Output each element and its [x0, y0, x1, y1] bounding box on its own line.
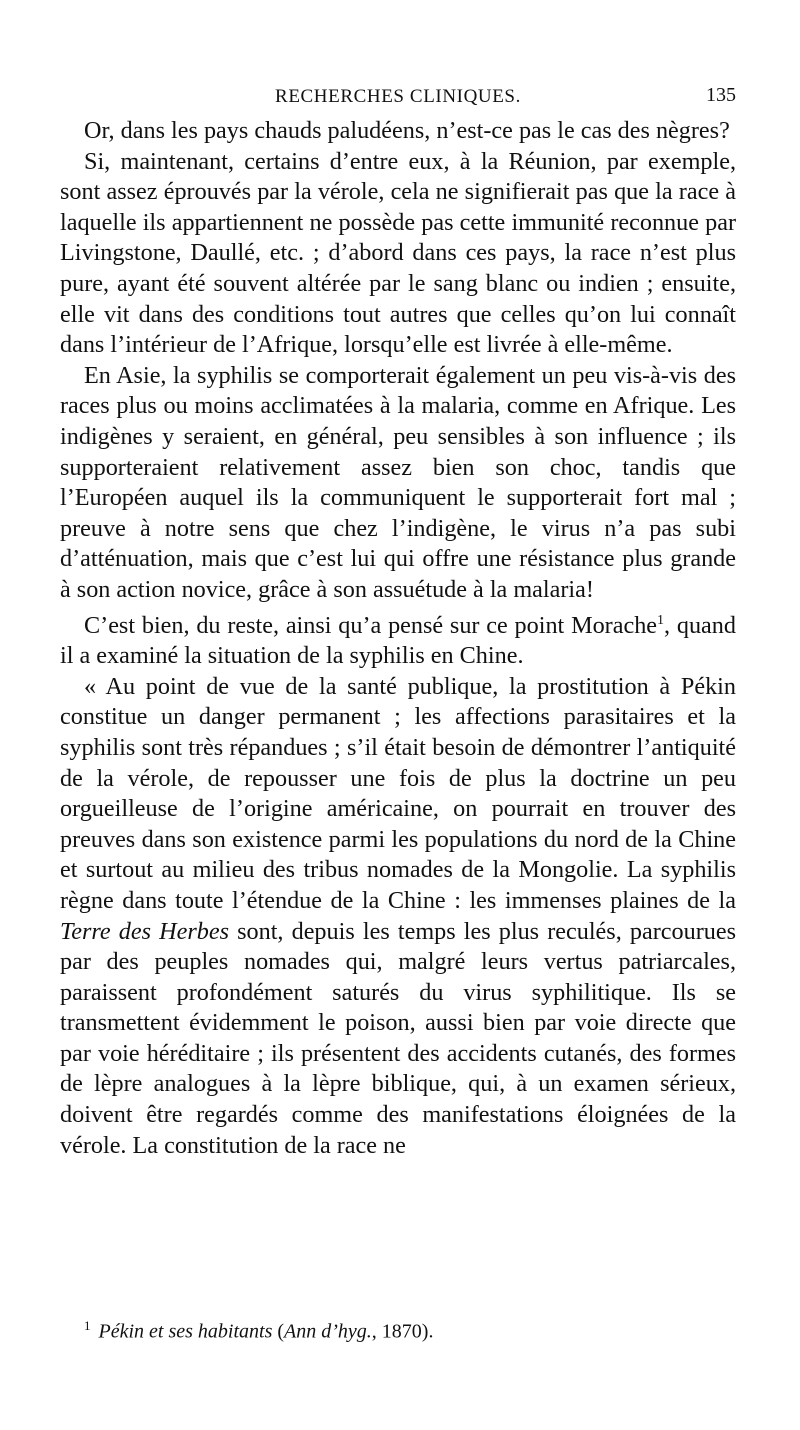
running-head	[60, 80, 736, 110]
italic-place-name: Terre des Herbes	[60, 917, 229, 945]
paragraph-4	[60, 606, 736, 672]
paragraph-4-text-a: C’est bien, du reste, ainsi qu’a pensé sur ce point Morache	[84, 611, 658, 639]
page-number: 135	[706, 84, 736, 106]
footnote	[84, 1318, 433, 1344]
paragraph-4-text-b: , quand il a examiné la situation de la syphilis en Chine.	[60, 611, 736, 670]
paragraph-5-text-b: sont, depuis les temps les plus reculés, parcourues par des peuples nomades qui, malgré leurs vertus patriarcales, paraissent profondément saturés du virus syphilitique. Ils se transmettent évidemment le poison, aussi bien par voie directe que par voie héréditaire ; ils présentent des accidents cutanés, des formes de lèpre analogues à la lèpre biblique, qui, à un examen sérieux, doivent être regardés comme des manifestations éloignées de la vérole. La constitution de la race ne	[60, 917, 736, 1159]
paragraph-3: En Asie, la syphilis se comporterait également un peu vis-à-vis des races plus ou moins acclimatées à la malaria, comme en Afrique. Les indigènes y seraient, en général, peu sensibles à son influence ; ils supporteraient relativement assez bien son choc, tandis que l’Européen auquel ils la communiquent le supporterait fort mal ; preuve à notre sens que chez l’indigène, le virus n’a pas subi d’atténuation, mais que c’est lui qui offre une résistance plus grande à son action novice, grâce à son assuétude à la malaria!	[60, 361, 736, 603]
paragraph-1: Or, dans les pays chauds paludéens, n’est-ce pas le cas des nègres?	[84, 117, 730, 144]
footnote-year: , 1870).	[371, 1320, 434, 1343]
body-text	[60, 116, 736, 1161]
paragraph-5-text-a: « Au point de vue de la santé publique, la prostitution à Pékin constitue un danger permanent ; les affections parasitaires et la syphilis sont très répandues ; s’il était besoin de démontrer l’antiquité de la vérole, de repousser une fois de plus la doctrine un peu orgueilleuse de l’origine américaine, on pourrait en trouver des preuves dans son existence parmi les populations du nord de la Chine et surtout au milieu des tribus nomades de la Mongolie. La syphilis règne dans toute l’étendue de la Chine : les immenses plaines de la	[60, 672, 736, 914]
footnote-open-paren: (	[272, 1320, 285, 1343]
paragraph-2: Si, maintenant, certains d’entre eux, à la Réunion, par exemple, sont assez éprouvés par la vérole, cela ne signifierait pas que la race à laquelle ils appartiennent ne possède pas cette immunité reconnue par Livingstone, Daullé, etc. ; d’abord dans ces pays, la race n’est plus pure, ayant été souvent altérée par le sang blanc ou indien ; ensuite, elle vit dans des conditions tout autres que celles qu’on lui connaît dans l’intérieur de l’Afrique, lorsqu’elle est livrée à elle-même.	[60, 147, 736, 359]
running-title: RECHERCHES CLINIQUES.	[275, 86, 521, 107]
footnote-source: Ann d’hyg.	[284, 1320, 372, 1343]
paragraph-5-quotation	[60, 672, 736, 1162]
footnote-number: 1	[84, 1318, 91, 1333]
footnote-reference-mark[interactable]: 1	[657, 612, 665, 628]
footnote-title: Pékin et ses habitants	[98, 1320, 273, 1343]
